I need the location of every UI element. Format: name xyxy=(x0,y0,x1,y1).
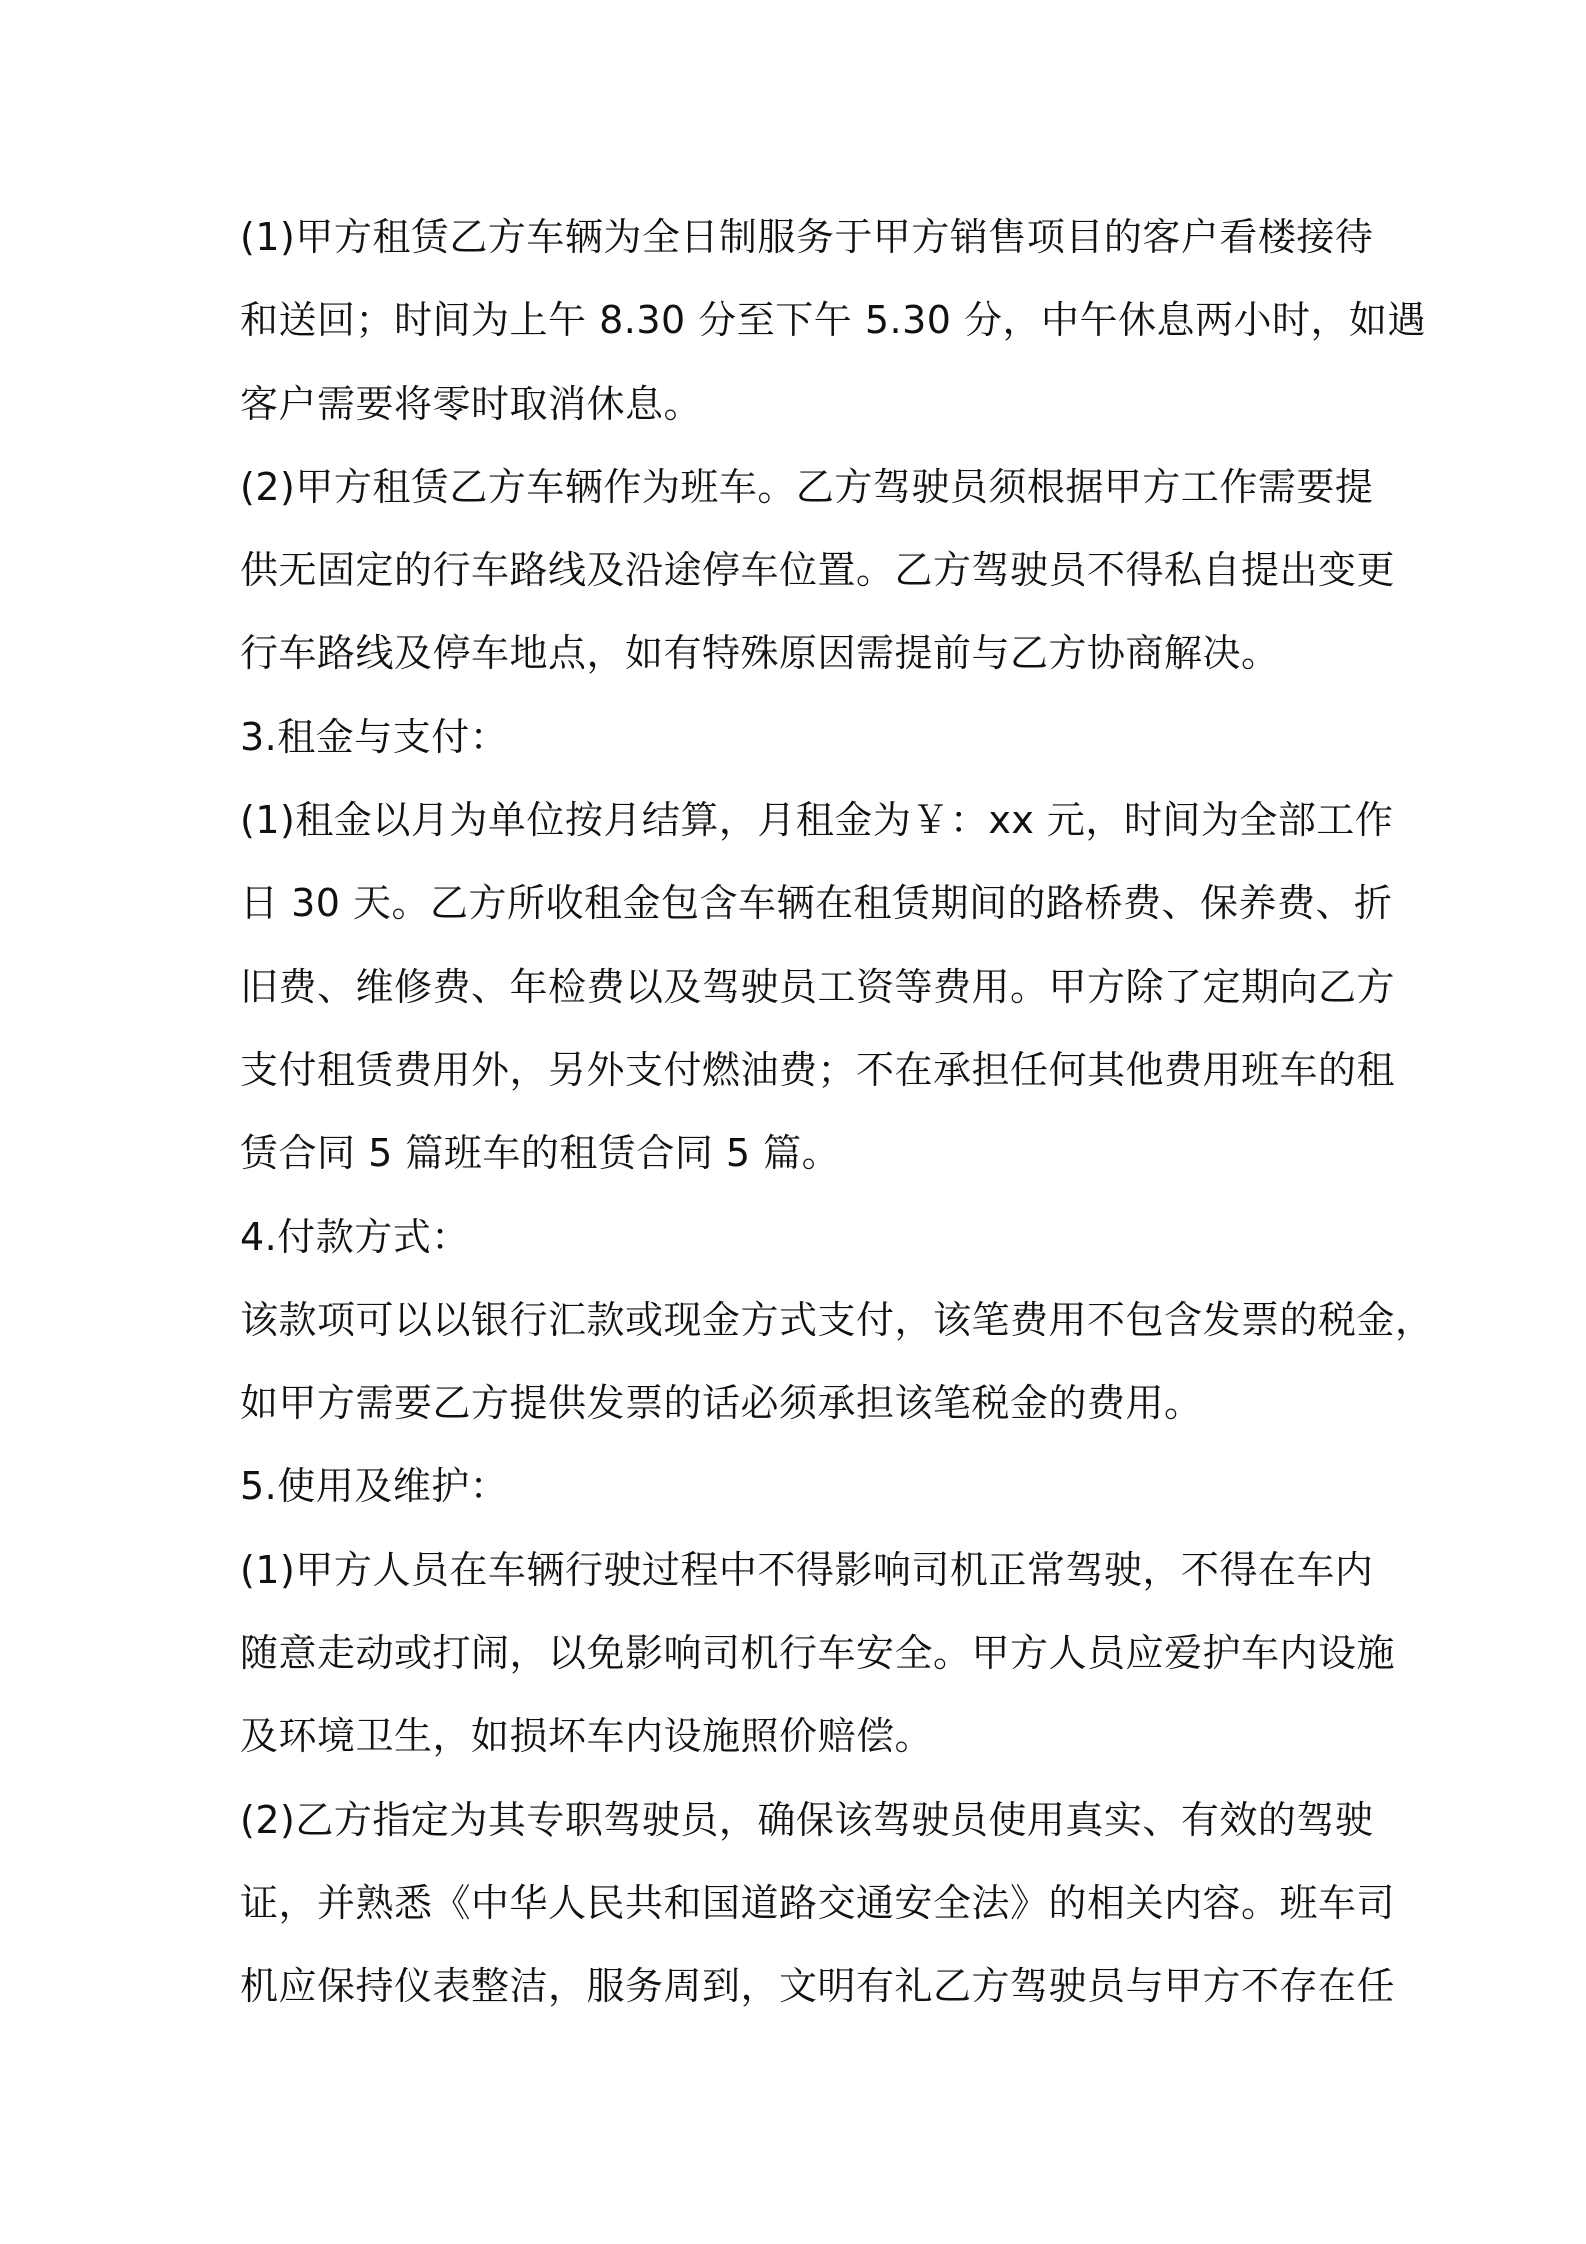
text-line: 机应保持仪表整洁，服务周到，文明有礼乙方驾驶员与甲方不存在任 xyxy=(240,1964,1396,2009)
text-line: 日 30 天。乙方所收租金包含车辆在租赁期间的路桥费、保养费、折 xyxy=(240,881,1393,926)
text-line: 如甲方需要乙方提供发票的话必须承担该笔税金的费用。 xyxy=(240,1381,1203,1426)
text-line: (2)甲方租赁乙方车辆作为班车。乙方驾驶员须根据甲方工作需要提 xyxy=(240,464,1374,509)
text-line: (1)甲方租赁乙方车辆为全日制服务于甲方销售项目的客户看楼接待 xyxy=(240,215,1374,259)
text-line: (1)甲方人员在车辆行驶过程中不得影响司机正常驾驶，不得在车内 xyxy=(240,1547,1374,1592)
text-line: 证，并熟悉《中华人民共和国道路交通安全法》的相关内容。班车司 xyxy=(240,1880,1396,1925)
text-line: 客户需要将零时取消休息。 xyxy=(240,381,703,426)
text-line: 赁合同 5 篇班车的租赁合同 5 篇。 xyxy=(240,1131,841,1176)
text-line: 行车路线及停车地点，如有特殊原因需提前与乙方协商解决。 xyxy=(240,631,1280,676)
text-line: 随意走动或打闹，以免影响司机行车安全。甲方人员应爱护车内设施 xyxy=(240,1631,1396,1676)
text-line: 该款项可以以银行汇款或现金方式支付，该笔费用不包含发票的税金， xyxy=(240,1297,1434,1342)
text-line: 及环境卫生，如损坏车内设施照价赔偿。 xyxy=(240,1714,934,1759)
text-line: (1)租金以月为单位按月结算，月租金为￥：xx 元，时间为全部工作 xyxy=(240,798,1394,843)
text-line: 旧费、维修费、年检费以及驾驶员工资等费用。甲方除了定期向乙方 xyxy=(240,964,1396,1009)
text-line: 支付租赁费用外，另外支付燃油费；不在承担任何其他费用班车的租 xyxy=(240,1047,1396,1092)
section-heading-payment-method: 4.付款方式： xyxy=(240,1214,470,1259)
section-heading-use-maintenance: 5.使用及维护： xyxy=(240,1464,509,1509)
text-line: (2)乙方指定为其专职驾驶员，确保该驾驶员使用真实、有效的驾驶 xyxy=(240,1797,1374,1842)
section-heading-rent-payment: 3.租金与支付： xyxy=(240,714,509,759)
text-line: 和送回；时间为上午 8.30 分至下午 5.30 分，中午休息两小时，如遇 xyxy=(240,298,1427,343)
text-line: 供无固定的行车路线及沿途停车位置。乙方驾驶员不得私自提出变更 xyxy=(240,548,1396,593)
document-body xyxy=(240,196,1434,2029)
